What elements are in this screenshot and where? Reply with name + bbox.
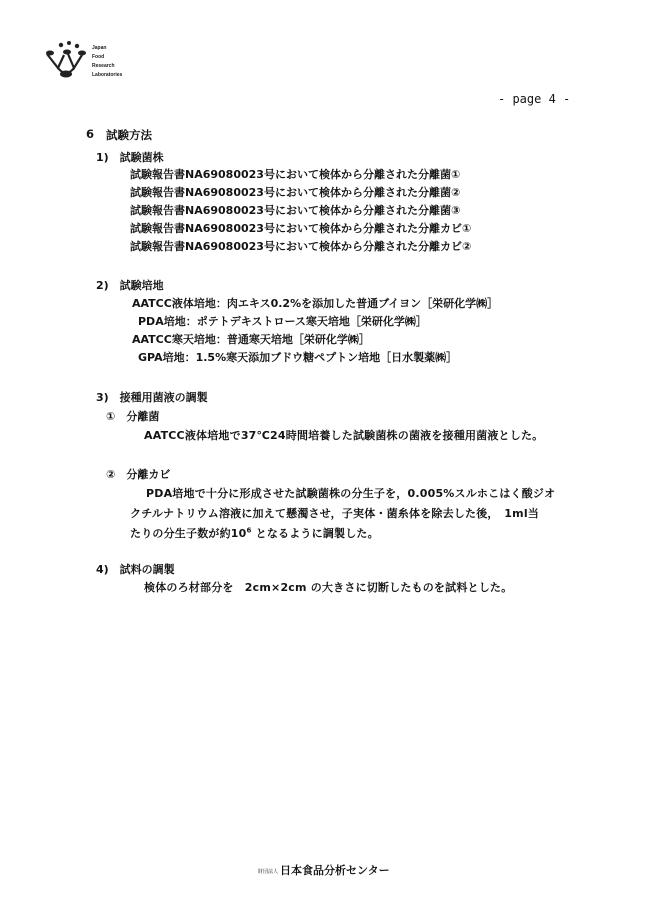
footer-prefix: 財団法人	[258, 868, 279, 875]
paragraph-line: AATCC液体培地で37℃24時間培養した試験菌株の菌液を接種用菌液とした。	[144, 429, 544, 442]
footer-org-name: 日本食品分析センター	[280, 864, 390, 877]
section-title: 試験方法	[106, 128, 152, 142]
paragraph-line: 検体のろ材部分を 2cm×2cm の大きさに切断したものを試料とした。	[144, 581, 513, 594]
subpart-heading: ② 分離カビ	[106, 468, 171, 481]
paragraph-text: となるように調製した。	[255, 527, 379, 540]
strain-item: 試験報告書NA69080023号において検体から分離された分離カビ①	[130, 222, 472, 235]
logo-line: Food	[92, 54, 105, 60]
subsection-heading: 3) 接種用菌液の調製	[96, 391, 208, 404]
subsection-heading: 4) 試料の調製	[96, 563, 175, 576]
paragraph-line	[130, 525, 379, 541]
subsection-heading: 2) 試験培地	[96, 279, 164, 292]
footer-org	[258, 862, 390, 878]
medium-item: GPA培地：1.5%寒天添加ブドウ糖ペプトン培地［日水製薬㈱］	[138, 351, 458, 364]
subsection-heading: 1) 試験菌株	[96, 151, 164, 164]
paragraph-line: クチルナトリウム溶液に加えて懸濁させ，子実体・菌糸体を除去した後， 1ml当	[130, 507, 539, 520]
org-logo-text	[92, 44, 122, 80]
strain-item: 試験報告書NA69080023号において検体から分離された分離カビ②	[130, 240, 472, 253]
logo-line: Research	[92, 63, 115, 69]
subpart-heading: ① 分離菌	[106, 410, 160, 423]
strain-item: 試験報告書NA69080023号において検体から分離された分離菌①	[130, 168, 461, 181]
logo-line: Laboratories	[92, 72, 123, 78]
section-number: 6	[86, 127, 95, 141]
org-logo-mark	[44, 38, 94, 88]
strain-item: 試験報告書NA69080023号において検体から分離された分離菌③	[130, 204, 461, 217]
medium-item: PDA培地：ポテトデキストロース寒天培地［栄研化学㈱］	[138, 315, 427, 328]
strain-item: 試験報告書NA69080023号において検体から分離された分離菌②	[130, 186, 461, 199]
medium-item: AATCC寒天培地：普通寒天培地［栄研化学㈱］	[132, 333, 370, 346]
paragraph-text: たりの分生子数が約10	[130, 527, 247, 540]
exponent: 6	[246, 526, 252, 535]
logo-line: Japan	[92, 45, 107, 51]
page-number: - page 4 -	[498, 92, 571, 106]
medium-item: AATCC液体培地：肉エキス0.2%を添加した普通ブイヨン［栄研化学㈱］	[132, 297, 499, 310]
paragraph-line: PDA培地で十分に形成させた試験菌株の分生子を，0.005%スルホこはく酸ジオ	[146, 487, 556, 500]
